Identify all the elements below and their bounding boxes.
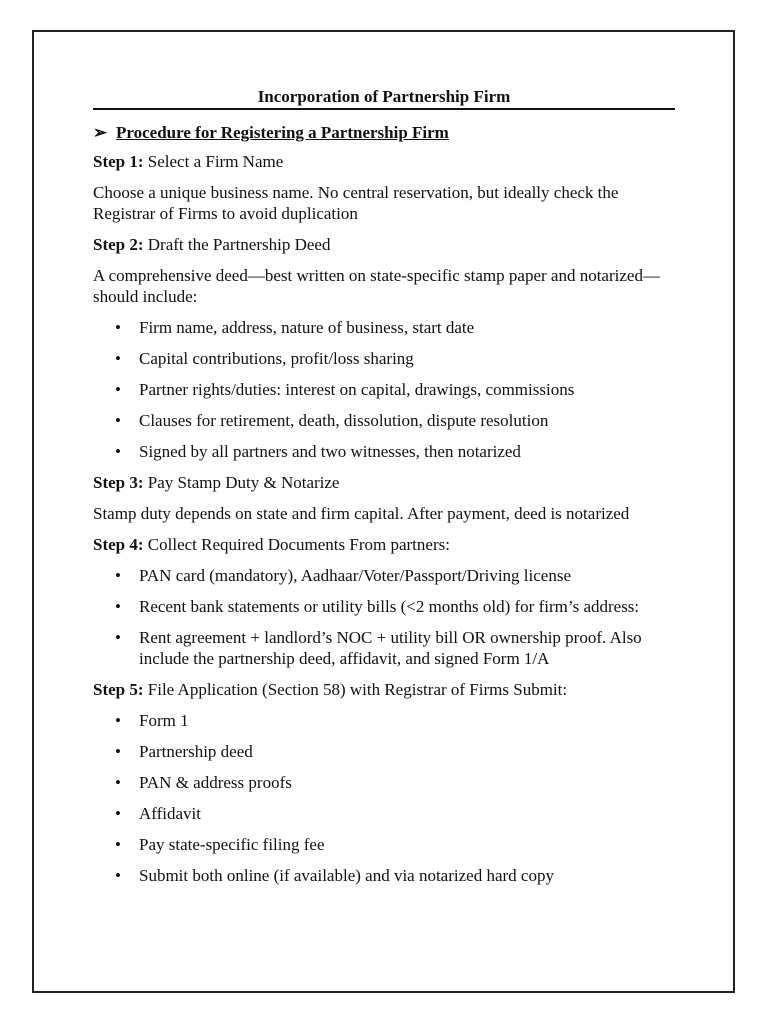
bullet-icon: • [115, 628, 121, 647]
bullet-icon: • [115, 380, 121, 399]
step-5-heading [93, 679, 675, 700]
step-4-label: Step 4: [93, 535, 144, 554]
list-item-text: Recent bank statements or utility bills (<2 months old) for firm’s address: [139, 597, 640, 616]
list-item [93, 803, 675, 824]
list-item [93, 410, 675, 431]
step-2-heading [93, 234, 675, 255]
step-5-list [93, 710, 675, 886]
list-item [93, 710, 675, 731]
step-2-text: Draft the Partnership Deed [143, 235, 331, 254]
list-item [93, 865, 675, 886]
list-item-text: Rent agreement + landlord’s NOC + utility bill OR ownership proof. Also include the partnership deed, affidavit, and signed Form 1/A [139, 628, 642, 668]
list-item-text: Partner rights/duties: interest on capital, drawings, commissions [139, 380, 575, 399]
bullet-icon: • [115, 349, 121, 368]
bullet-icon: • [115, 742, 121, 761]
step-4-list [93, 565, 675, 669]
document-body [93, 86, 675, 896]
list-item-text: Form 1 [139, 711, 189, 730]
step-3-text: Pay Stamp Duty & Notarize [143, 473, 340, 492]
document-title: Incorporation of Partnership Firm [93, 86, 675, 110]
step-3-paragraph: Stamp duty depends on state and firm capital. After payment, deed is notarized [93, 504, 630, 523]
list-item-text: PAN & address proofs [139, 773, 292, 792]
step-3-label: Step 3: [93, 473, 144, 492]
bullet-icon: • [115, 318, 121, 337]
bullet-icon: • [115, 566, 121, 585]
step-2-label: Step 2: [93, 235, 144, 254]
step-1-text: Select a Firm Name [143, 152, 284, 171]
list-item-text: Capital contributions, profit/loss sharing [139, 349, 414, 368]
list-item-text: Submit both online (if available) and via notarized hard copy [139, 866, 554, 885]
step-4-heading [93, 534, 675, 555]
list-item [93, 348, 675, 369]
step-1-label: Step 1: [93, 152, 144, 171]
bullet-icon: • [115, 597, 121, 616]
list-item [93, 627, 675, 669]
list-item-text: Signed by all partners and two witnesses, then notarized [139, 442, 521, 461]
step-3-heading [93, 472, 675, 493]
list-item-text: Partnership deed [139, 742, 253, 761]
step-4-text: Collect Required Documents From partners: [143, 535, 450, 554]
section-heading [93, 122, 675, 143]
list-item [93, 441, 675, 462]
step-1-paragraph: Choose a unique business name. No central reservation, but ideally check the Registrar of Firms to avoid duplication [93, 183, 619, 223]
list-item [93, 596, 675, 617]
step-2-paragraph: A comprehensive deed—best written on state-specific stamp paper and notarized—should include: [93, 266, 660, 306]
bullet-icon: • [115, 411, 121, 430]
list-item-text: PAN card (mandatory), Aadhaar/Voter/Passport/Driving license [139, 566, 571, 585]
bullet-icon: • [115, 835, 121, 854]
list-item-text: Clauses for retirement, death, dissolution, dispute resolution [139, 411, 549, 430]
list-item-text: Affidavit [139, 804, 202, 823]
bullet-icon: • [115, 804, 121, 823]
step-2-list [93, 317, 675, 462]
list-item-text: Pay state-specific filing fee [139, 835, 325, 854]
list-item [93, 379, 675, 400]
step-5-label: Step 5: [93, 680, 144, 699]
bullet-icon: • [115, 866, 121, 885]
bullet-icon: • [115, 773, 121, 792]
bullet-icon: • [115, 442, 121, 461]
list-item [93, 834, 675, 855]
arrow-bullet-icon: ➢ [93, 123, 108, 142]
step-5-text: File Application (Section 58) with Registrar of Firms Submit: [143, 680, 568, 699]
list-item [93, 772, 675, 793]
step-1-heading [93, 151, 675, 172]
list-item [93, 741, 675, 762]
list-item-text: Firm name, address, nature of business, start date [139, 318, 475, 337]
list-item [93, 565, 675, 586]
list-item [93, 317, 675, 338]
section-heading-text: Procedure for Registering a Partnership Firm [116, 123, 449, 142]
bullet-icon: • [115, 711, 121, 730]
